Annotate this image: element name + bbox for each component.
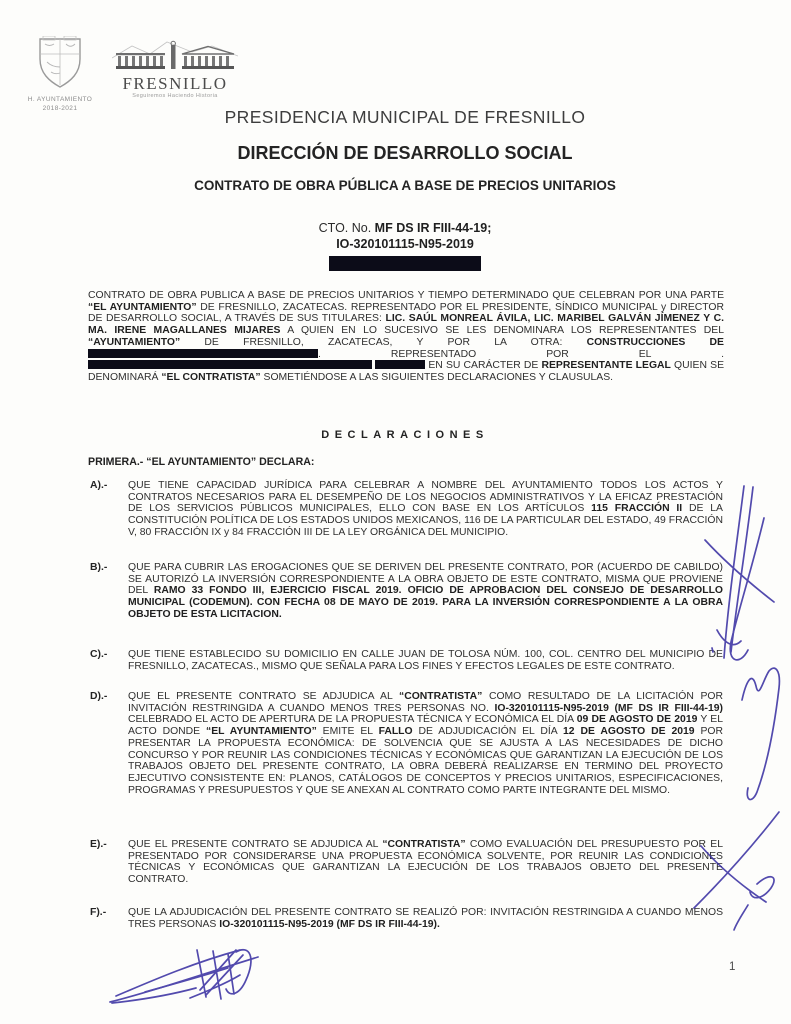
text-run: DE ADJUDICACIÓN EL DÍA bbox=[412, 726, 563, 738]
signature-bottom-left bbox=[110, 950, 258, 1003]
text-run: REPRESENTANTE LEGAL bbox=[541, 360, 671, 372]
text-run: QUIEN SE DENOMINARÁ bbox=[88, 360, 724, 383]
text-run: COMO RESULTADO DE LA LICITACIÓN POR INVITACIÓN RESTRINGIDA A CUANDO MENOS TRES PERSONAS NO. bbox=[128, 691, 723, 714]
colonnade-building-icon bbox=[112, 40, 238, 70]
text-run: CONTRATO DE OBRA PUBLICA A BASE DE PRECIOS UNITARIOS Y TIEMPO DETERMINADO QUE CELEBRAN POR UNA PARTE bbox=[88, 290, 724, 301]
cto-label: CTO. No. bbox=[318, 221, 375, 235]
item-label: F).- bbox=[90, 907, 107, 918]
declaration-item-a bbox=[90, 480, 723, 539]
signature-right-middle bbox=[742, 668, 779, 799]
declaraciones-heading: DECLARACIONES bbox=[321, 429, 489, 441]
text-run: LIC. SAÚL MONREAL ÁVILA, LIC. MARIBEL GALVÁN JÍMENEZ Y C. MA. IRENE MAGALLANES MIJARES bbox=[88, 313, 724, 337]
item-label: C).- bbox=[90, 649, 108, 660]
text-run: “EL AYUNTAMIENTO” bbox=[88, 301, 197, 313]
item-label: E).- bbox=[90, 839, 107, 850]
text-run: CONSTRUCCIONES DE bbox=[586, 336, 724, 348]
text-run: EMITE EL bbox=[316, 726, 379, 738]
item-label: B).- bbox=[90, 562, 108, 573]
text-run: 12 DE AGOSTO DE 2019 bbox=[562, 726, 695, 738]
crest-logo bbox=[26, 36, 94, 113]
declaration-item-f bbox=[90, 907, 723, 930]
text-run: . REPRESENTADO POR EL . bbox=[318, 348, 724, 360]
item-body bbox=[128, 480, 723, 539]
item-body bbox=[128, 907, 723, 930]
text-run: COMO EVALUACIÓN DEL PRESUPUESTO POR EL PRESENTADO POR CONSIDERARSE UNA PROPUESTA ECONÓMICA SOLVENTE, POR REUNIR LAS CONDICIONES TÉCNICAS Y ECONÓMICAS QUE GARANTIZAN LA EJECUCIÓN DE LOS TRABAJOS OBJETO DEL PRESENTE CONTRATO. bbox=[128, 839, 723, 886]
fresnillo-wordmark: FRESNILLO bbox=[122, 74, 228, 93]
item-body bbox=[128, 649, 723, 672]
item-body bbox=[128, 839, 723, 886]
opening-paragraph bbox=[88, 290, 724, 384]
page-title: PRESIDENCIA MUNICIPAL DE FRESNILLO bbox=[224, 107, 586, 127]
text-run: A QUIEN EN LO SUCESIVO SE LES DENOMINARA LOS REPRESENTANTES DEL bbox=[280, 325, 724, 337]
primera-heading: PRIMERA.- “EL AYUNTAMIENTO” DECLARA: bbox=[88, 456, 315, 468]
redaction-bar bbox=[375, 360, 425, 369]
text-run: CELEBRADO EL ACTO DE APERTURA DE LA PROPUESTA TÉCNICA Y ECONÓMICA EL DÍA bbox=[128, 714, 577, 726]
redaction-bar bbox=[88, 360, 372, 369]
crest-caption-line2: 2018-2021 bbox=[42, 105, 78, 112]
item-label: D).- bbox=[90, 691, 108, 702]
fresnillo-tagline: Seguiremos Haciendo Historia bbox=[132, 93, 218, 99]
text-run: QUE TIENE CAPACIDAD JURÍDICA PARA CELEBRAR A NOMBRE DEL AYUNTAMIENTO TODOS LOS ACTOS Y CONTRATOS NECESARIOS PARA EL DESEMPEÑO DE LOS NEGOCIOS ADMINISTRATIVOS Y LA EFICAZ PRESTACIÓN DE LOS SERVICIOS PÚBLICOS MUNICIPALES, ELLO CON BASE EN LOS ARTÍCULOS bbox=[128, 480, 723, 515]
item-label: A).- bbox=[90, 480, 108, 491]
cto-number: MF DS IR FIII-44-19; bbox=[374, 221, 492, 235]
text-run: 115 FRACCIÓN II bbox=[591, 503, 683, 515]
text-run: POR PRESENTAR LA PROPUESTA ECONÓMICA: DE SOLVENCIA QUE SE AJUSTA A LAS NECESIDADES DE DICHO CONCURSO Y POR REUNIR LAS CONDICIONES TÉCNICAS Y ECONÓMICAS QUE GARANTIZAN LA EJECUCIÓN DE LOS TRABAJOS OBJETO DEL PRESENTE CONTRATO, LA OBRA DEBERÁ REALIZARSE EN TERMINO DEL PROYECTO EJECUTIVO CONSISTENTE EN: PLANOS, CATÁLOGOS DE CONCEPTOS Y PRECIOS UNITARIOS, ESPECIFICACIONES, PROGRAMAS Y PRESUPUESTOS Y QUE SE ANEXAN AL CONTRATO COMO PARTE INTEGRANTE DEL MISMO. bbox=[128, 726, 723, 796]
text-run: EN SU CARÁCTER DE bbox=[425, 360, 542, 372]
declaration-item-b bbox=[90, 562, 723, 621]
text-run: QUE EL PRESENTE CONTRATO SE ADJUDICA AL bbox=[128, 839, 383, 850]
text-run: “EL CONTRATISTA” bbox=[161, 371, 261, 383]
text-run: Y EL ACTO DONDE bbox=[128, 714, 724, 738]
text-run: FALLO bbox=[378, 726, 413, 738]
text-run: QUE LA ADJUDICACIÓN DEL PRESENTE CONTRATO SE REALIZÓ POR: INVITACIÓN RESTRINGIDA A CUANDO MENOS TRES PERSONAS bbox=[128, 907, 723, 930]
page-number: 1 bbox=[729, 961, 736, 973]
crest-caption-line1: H. AYUNTAMIENTO bbox=[27, 96, 93, 103]
contract-type-title: CONTRATO DE OBRA PÚBLICA A BASE DE PRECIOS UNITARIOS bbox=[194, 178, 616, 193]
page-subtitle: DIRECCIÓN DE DESARROLLO SOCIAL bbox=[237, 143, 573, 163]
declaration-item-e bbox=[90, 839, 723, 886]
item-body bbox=[128, 562, 723, 621]
item-body bbox=[128, 691, 723, 796]
coat-of-arms-icon bbox=[37, 36, 83, 90]
cto-number-line2: IO-320101115-N95-2019 bbox=[336, 236, 474, 251]
text-run: RAMO 33 FONDO III, EJERCICIO FISCAL 2019. OFICIO DE APROBACION DEL CONSEJO DE DESARROLLO MUNICIPAL (CODEMUN). CON FECHA 08 DE MAYO DE 2019. PARA LA INVERSIÓN CORRESPONDIENTE A LA OBRA OBJETO DE ESTA LICITACION. bbox=[128, 585, 724, 620]
redaction-bar bbox=[329, 256, 481, 271]
text-run: SOMETIÉNDOSE A LAS SIGUIENTES DECLARACIONES Y CLAUSULAS. bbox=[260, 371, 614, 383]
text-run: QUE TIENE ESTABLECIDO SU DOMICILIO EN CALLE JUAN DE TOLOSA NÚM. 100, COL. CENTRO DEL MUNICIPIO DE FRESNILLO, ZACATECAS., MISMO QUE SEÑALA PARA LOS FINES Y EFECTOS LEGALES DE ESTE CONTRATO. bbox=[128, 649, 723, 672]
text-run: DE FRESNILLO, ZACATECAS. REPRESENTADO POR EL PRESIDENTE, SÍNDICO MUNICIPAL y DIRECTOR DE DESARROLLO SOCIAL, A TRAVÉS DE SUS TITULARES: bbox=[88, 301, 725, 325]
text-run: QUE EL PRESENTE CONTRATO SE ADJUDICA AL bbox=[128, 691, 399, 702]
cto-number-line1 bbox=[85, 221, 725, 237]
redaction-bar bbox=[88, 349, 318, 358]
text-run: DE LA CONSTITUCIÓN POLÍTICA DE LOS ESTADOS UNIDOS MEXICANOS, 116 DE LA PARTICULAR DEL ESTADO, 49 FRACCIÓN V, 80 FRACCIÓN IX y 84 FRACCIÓN III DE LA LEY ORGÁNICA DEL MUNICIPIO. bbox=[128, 503, 723, 538]
text-run: IO-320101115-N95-2019 (MF DS IR FIII-44-19) bbox=[494, 702, 723, 714]
text-run: DE FRESNILLO, ZACATECAS, Y POR LA OTRA: bbox=[180, 336, 587, 348]
text-run: “CONTRATISTA” bbox=[382, 839, 466, 850]
text-run: “CONTRATISTA” bbox=[399, 691, 483, 702]
text-run: “EL AYUNTAMIENTO” bbox=[206, 726, 317, 738]
text-run: QUE PARA CUBRIR LAS EROGACIONES QUE SE DERIVEN DEL PRESENTE CONTRATO, POR (ACUERDO DE CABILDO) SE AUTORIZÓ LA INVERSIÓN CORRESPONDIENTE A LA OBRA OBJETO DE ESTE CONTRATO, MISMA QUE PROVIENE DEL bbox=[128, 562, 723, 597]
contract-number-block bbox=[85, 221, 725, 271]
text-run: IO-320101115-N95-2019 (MF DS IR FIII-44-19). bbox=[219, 918, 440, 930]
text-run: 09 DE AGOSTO DE 2019 bbox=[576, 714, 698, 726]
declaration-item-d bbox=[90, 691, 723, 796]
declaration-item-c bbox=[90, 649, 723, 672]
fresnillo-logo bbox=[108, 40, 242, 100]
text-run: “AYUNTAMIENTO” bbox=[88, 336, 181, 348]
